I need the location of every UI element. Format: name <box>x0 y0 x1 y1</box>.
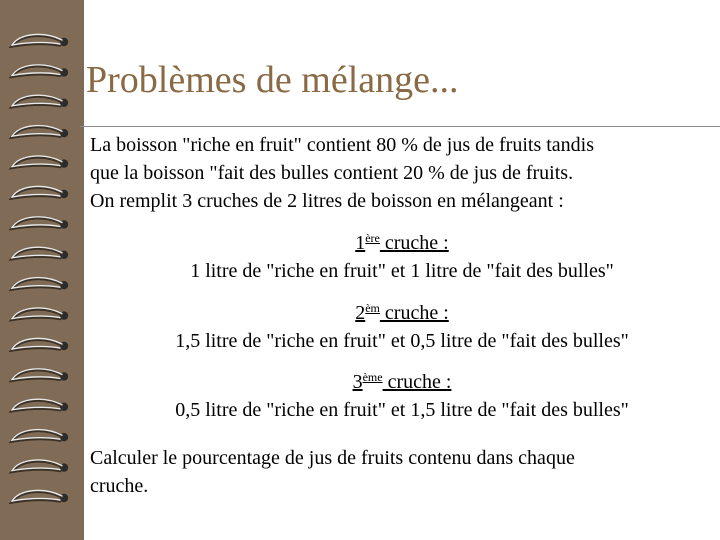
cruche-3-detail: 0,5 litre de "riche en fruit" et 1,5 litre de "fait des bulles" <box>175 399 629 421</box>
cruche-3-number: 3 <box>352 371 363 393</box>
binding-ring <box>12 308 68 320</box>
cruche-1-detail: 1 litre de "riche en fruit" et 1 litre de "fait des bulles" <box>190 260 614 282</box>
cruche-2-suffix: èm <box>365 301 380 315</box>
question-line: Calculer le pourcentage de jus de fruits contenu dans chaque <box>90 447 575 469</box>
cruche-1-label: cruche : <box>379 232 449 254</box>
cruche-3-heading <box>84 368 720 396</box>
cruche-2-label: cruche : <box>379 302 449 324</box>
slide-title: Problèmes de mélange... <box>86 59 459 101</box>
intro-line: On remplit 3 cruches de 2 litres de boisson en mélangeant : <box>90 190 564 212</box>
cruche-2-detail: 1,5 litre de "riche en fruit" et 0,5 litre de "fait des bulles" <box>175 330 629 352</box>
intro-line: que la boisson "fait des bulles contient 20 % de jus de fruits. <box>90 162 574 184</box>
binding-ring <box>12 65 68 77</box>
binding-ring <box>12 95 68 107</box>
binding-ring <box>12 490 68 502</box>
cruche-2-number: 2 <box>355 302 366 324</box>
binding-ring <box>12 278 68 290</box>
binding-ring <box>12 186 68 198</box>
cruche-3-suffix: ème <box>362 370 383 384</box>
title-divider <box>80 126 720 127</box>
binding-ring <box>12 126 68 138</box>
binding-ring <box>12 217 68 229</box>
binding-ring <box>12 430 68 442</box>
intro-paragraph <box>90 131 594 215</box>
intro-line: La boisson "riche en fruit" contient 80 % de jus de fruits tandis <box>90 134 594 156</box>
spiral-binding-icon <box>0 0 84 540</box>
binding-ring <box>12 338 68 350</box>
binding-ring <box>12 156 68 168</box>
question-line: cruche. <box>90 475 149 497</box>
binding-ring <box>12 247 68 259</box>
cruche-1-heading <box>84 229 720 257</box>
binding-ring <box>12 34 68 46</box>
cruche-2-heading <box>84 299 720 327</box>
cruche-1-number: 1 <box>355 232 366 254</box>
binding-ring <box>12 369 68 381</box>
cruche-3-label: cruche : <box>382 371 452 393</box>
binding-ring <box>12 460 68 472</box>
binding-ring <box>12 399 68 411</box>
question-paragraph <box>90 444 575 500</box>
cruche-1-suffix: ère <box>365 231 380 245</box>
